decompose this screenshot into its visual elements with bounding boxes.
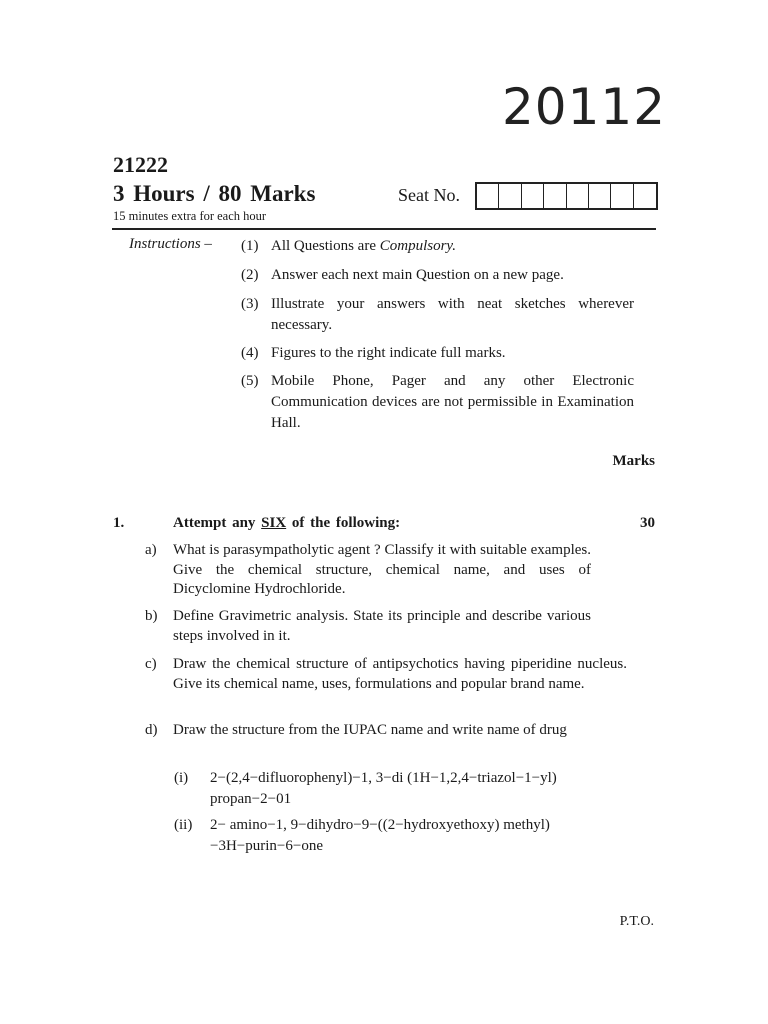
iupac-label: (ii) (174, 817, 193, 833)
instruction-text: Figures to the right indicate full marks. (271, 345, 506, 361)
sub-question-label: d) (145, 722, 158, 738)
iupac-item (174, 815, 550, 857)
sub-question-label: a) (145, 542, 157, 558)
seat-number-label: Seat No. (398, 185, 460, 205)
instruction-text: Answer each next main Question on a new page. (271, 267, 564, 283)
question-paper-code: 20112 (502, 78, 667, 136)
instruction-number: (2) (241, 267, 259, 283)
instruction-number: (4) (241, 345, 259, 361)
instruction-number: (3) (241, 296, 259, 312)
sub-question (145, 655, 627, 694)
subject-code: 21222 (113, 152, 168, 177)
extra-time-note: 15 minutes extra for each hour (113, 209, 267, 223)
instruction-item (241, 265, 634, 286)
question-marks: 30 (640, 515, 655, 531)
iupac-name: 2−(2,4−difluorophenyl)−1, 3−di (1H−1,2,4−triazol−1−yl) propan−2−01 (210, 770, 557, 807)
sub-question-label: c) (145, 656, 157, 672)
instruction-text: All Questions are Compulsory. (271, 238, 456, 254)
sub-question (145, 541, 591, 600)
instruction-text: Illustrate your answers with neat sketches wherever necessary. (271, 296, 634, 333)
iupac-name: 2− amino−1, 9−dihydro−9−((2−hydroxyethoxy) methyl) −3H−purin−6−one (210, 817, 550, 854)
marks-heading: Marks (612, 453, 655, 469)
sub-question (145, 721, 591, 741)
question-number: 1. (113, 515, 125, 531)
seat-number-cell (499, 184, 521, 208)
seat-number-cell (544, 184, 566, 208)
instructions-label: Instructions – (129, 236, 212, 252)
instruction-number: (1) (241, 238, 259, 254)
sub-question-text: Draw the structure from the IUPAC name and write name of drug (173, 722, 567, 738)
seat-number-cell (477, 184, 499, 208)
please-turn-over: P.T.O. (619, 914, 654, 929)
seat-number-boxes (475, 182, 658, 210)
duration-marks: 3 Hours / 80 Marks (113, 181, 316, 206)
instruction-text: Mobile Phone, Pager and any other Electronic Communication devices are not permissible in Examination Hall. (271, 373, 634, 431)
instruction-item (241, 343, 634, 364)
seat-number-cell (634, 184, 656, 208)
instruction-number: (5) (241, 373, 259, 389)
iupac-item (174, 768, 557, 810)
sub-question-text: Define Gravimetric analysis. State its principle and describe various steps involved in it. (173, 608, 591, 644)
seat-number-cell (589, 184, 611, 208)
sub-question-text: What is parasympatholytic agent ? Classify it with suitable examples. Give the chemical structure, chemical name, and uses of Dicyclomine Hydrochloride. (173, 542, 591, 597)
sub-question (145, 607, 591, 646)
sub-question-label: b) (145, 608, 158, 624)
instruction-item (241, 294, 634, 336)
instruction-item (241, 236, 634, 257)
header-divider (112, 228, 656, 230)
seat-number-cell (611, 184, 633, 208)
sub-question-text: Draw the chemical structure of antipsychotics having piperidine nucleus. Give its chemical name, uses, formulations and popular brand name. (173, 656, 627, 692)
seat-number-cell (522, 184, 544, 208)
iupac-label: (i) (174, 770, 189, 786)
question-title: Attempt any SIX of the following: (173, 515, 401, 531)
seat-number-cell (567, 184, 589, 208)
instruction-item (241, 371, 634, 434)
